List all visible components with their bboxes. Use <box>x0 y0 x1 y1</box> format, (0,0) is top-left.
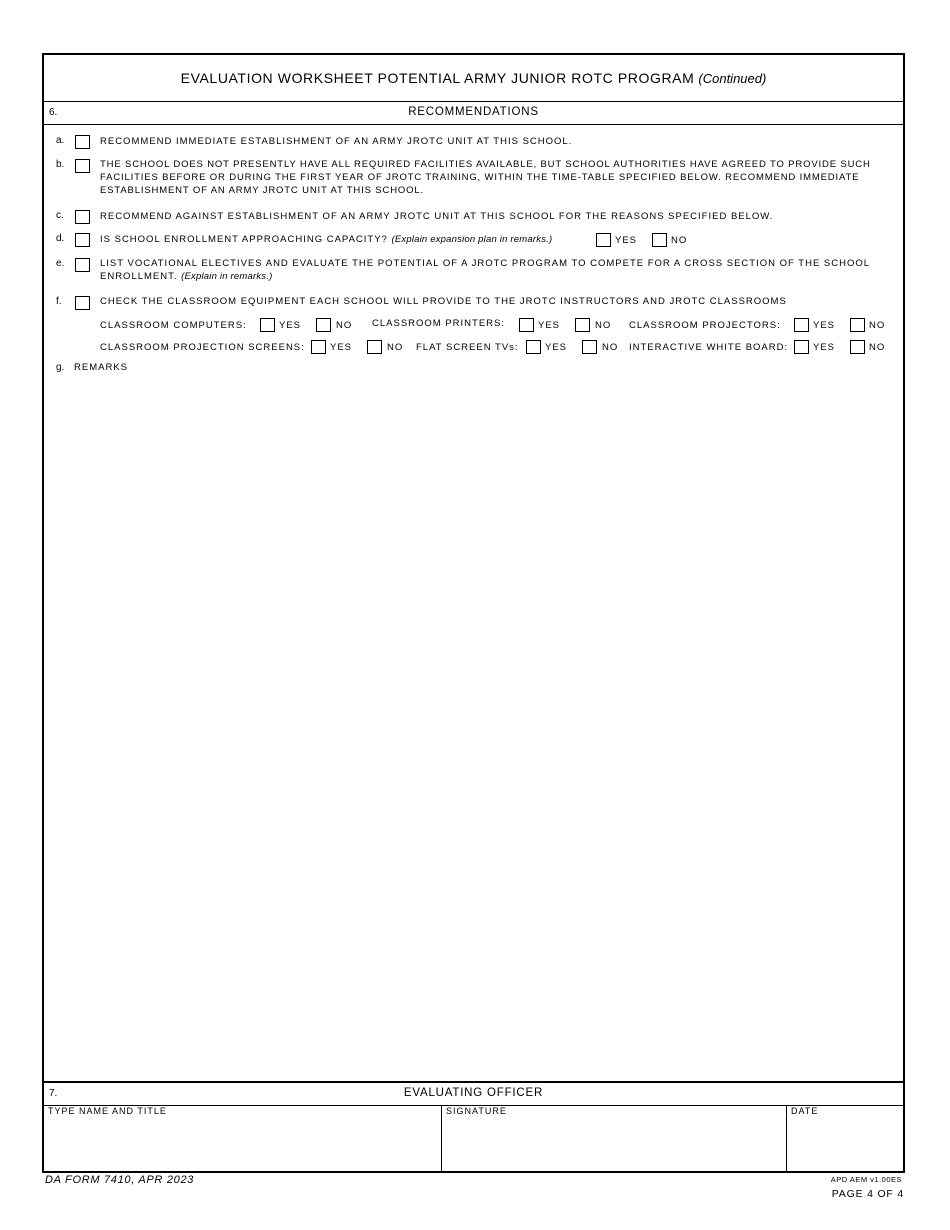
item-d-text <box>100 233 600 246</box>
tvs-yes-checkbox[interactable] <box>526 340 541 354</box>
item-d-yes-label: YES <box>615 235 638 246</box>
item-e-question: LIST VOCATIONAL ELECTIVES AND EVALUATE THE POTENTIAL OF A JROTC PROGRAM TO COMPETE FOR A CROSS SECTION OF THE SCHOOL ENROLLMENT. <box>100 258 870 282</box>
projectors-no-label: NO <box>869 320 886 331</box>
projectors-yes-label: YES <box>813 320 836 331</box>
item-f-letter: f. <box>56 296 62 307</box>
whiteboard-yes-checkbox[interactable] <box>794 340 809 354</box>
printers-yes-checkbox[interactable] <box>519 318 534 332</box>
classroom-computers-label: CLASSROOM COMPUTERS: <box>100 320 247 331</box>
item-d-no-label: NO <box>671 235 688 246</box>
form-id: DA FORM 7410, APR 2023 <box>45 1174 195 1186</box>
printers-no-checkbox[interactable] <box>575 318 590 332</box>
item-a-letter: a. <box>56 135 65 146</box>
tvs-no-label: NO <box>602 342 619 353</box>
tvs-no-checkbox[interactable] <box>582 340 597 354</box>
item-e-text <box>100 257 890 283</box>
screens-no-label: NO <box>387 342 404 353</box>
item-g-letter: g. <box>56 362 65 373</box>
signature-label: SIGNATURE <box>446 1106 507 1116</box>
section-7-title: EVALUATING OFFICER <box>403 1087 544 1099</box>
page-number: PAGE 4 OF 4 <box>831 1188 904 1200</box>
form-title <box>44 55 903 102</box>
tvs-yes-label: YES <box>545 342 568 353</box>
remarks-field[interactable] <box>46 377 901 1077</box>
projectors-no-checkbox[interactable] <box>850 318 865 332</box>
item-f-checkbox[interactable] <box>75 296 90 310</box>
item-d-letter: d. <box>56 233 65 244</box>
computers-no-label: NO <box>336 320 353 331</box>
item-d-checkbox[interactable] <box>75 233 90 247</box>
item-f-text: CHECK THE CLASSROOM EQUIPMENT EACH SCHOOL WILL PROVIDE TO THE JROTC INSTRUCTORS AND JROTC CLASSROOMS <box>100 296 787 307</box>
section-6-number: 6. <box>49 107 58 118</box>
section-7-number: 7. <box>49 1088 58 1099</box>
item-e-checkbox[interactable] <box>75 258 90 272</box>
screens-yes-label: YES <box>330 342 353 353</box>
item-c-text: RECOMMEND AGAINST ESTABLISHMENT OF AN ARMY JROTC UNIT AT THIS SCHOOL FOR THE REASONS SPECIFIED BELOW. <box>100 211 774 222</box>
classroom-printers-label: CLASSROOM PRINTERS: <box>372 318 506 329</box>
flat-screen-tvs-label: FLAT SCREEN TVs: <box>416 342 519 353</box>
whiteboard-no-label: NO <box>869 342 886 353</box>
item-b-text: THE SCHOOL DOES NOT PRESENTLY HAVE ALL REQUIRED FACILITIES AVAILABLE, BUT SCHOOL AUTHORITIES HAVE AGREED TO PROVIDE SUCH FACILITIES BEFORE OR DURING THE FIRST YEAR OF JROTC TRAINING, WITHIN THE TIME-TABLE SPECIFIED BELOW. RECOMMEND IMMEDIATE ESTABLISHMENT OF AN ARMY JROTC UNIT AT THIS SCHOOL. <box>100 159 871 196</box>
projection-screens-label: CLASSROOM PROJECTION SCREENS: <box>100 342 305 353</box>
signature-field[interactable] <box>441 1105 786 1173</box>
form-title-text: EVALUATION WORKSHEET POTENTIAL ARMY JUNIOR ROTC PROGRAM <box>180 70 695 86</box>
item-b-letter: b. <box>56 159 65 170</box>
item-d-no-checkbox[interactable] <box>652 233 667 247</box>
item-b-checkbox[interactable] <box>75 159 90 173</box>
version-code: APD AEM v1.00ES <box>830 1175 902 1184</box>
item-d-question: IS SCHOOL ENROLLMENT APPROACHING CAPACITY? <box>100 234 388 245</box>
printers-yes-label: YES <box>538 320 561 331</box>
item-c-checkbox[interactable] <box>75 210 90 224</box>
name-title-label: TYPE NAME AND TITLE <box>48 1106 167 1116</box>
screens-no-checkbox[interactable] <box>367 340 382 354</box>
item-c-letter: c. <box>56 210 64 221</box>
whiteboard-no-checkbox[interactable] <box>850 340 865 354</box>
printers-no-label: NO <box>595 320 612 331</box>
date-field[interactable] <box>786 1105 903 1173</box>
section-6-title: RECOMMENDATIONS <box>408 106 539 118</box>
whiteboard-yes-label: YES <box>813 342 836 353</box>
date-label: DATE <box>791 1106 819 1116</box>
computers-no-checkbox[interactable] <box>316 318 331 332</box>
section-7-header <box>44 1081 903 1106</box>
form-frame <box>42 53 905 1173</box>
item-d-yes-checkbox[interactable] <box>596 233 611 247</box>
name-title-field[interactable] <box>44 1105 441 1173</box>
evaluating-officer-row <box>44 1105 903 1173</box>
section-6-header <box>44 102 903 125</box>
item-a-text: RECOMMEND IMMEDIATE ESTABLISHMENT OF AN ARMY JROTC UNIT AT THIS SCHOOL. <box>100 136 573 147</box>
item-e-letter: e. <box>56 258 65 269</box>
computers-yes-label: YES <box>279 320 302 331</box>
item-a-checkbox[interactable] <box>75 135 90 149</box>
projectors-yes-checkbox[interactable] <box>794 318 809 332</box>
item-d-hint: (Explain expansion plan in remarks.) <box>391 234 553 245</box>
computers-yes-checkbox[interactable] <box>260 318 275 332</box>
classroom-projectors-label: CLASSROOM PROJECTORS: <box>629 320 781 331</box>
remarks-label: REMARKS <box>74 362 128 373</box>
screens-yes-checkbox[interactable] <box>311 340 326 354</box>
form-title-suffix: (Continued) <box>698 70 767 86</box>
item-e-hint: (Explain in remarks.) <box>181 271 273 282</box>
interactive-white-board-label: INTERACTIVE WHITE BOARD: <box>629 342 789 353</box>
